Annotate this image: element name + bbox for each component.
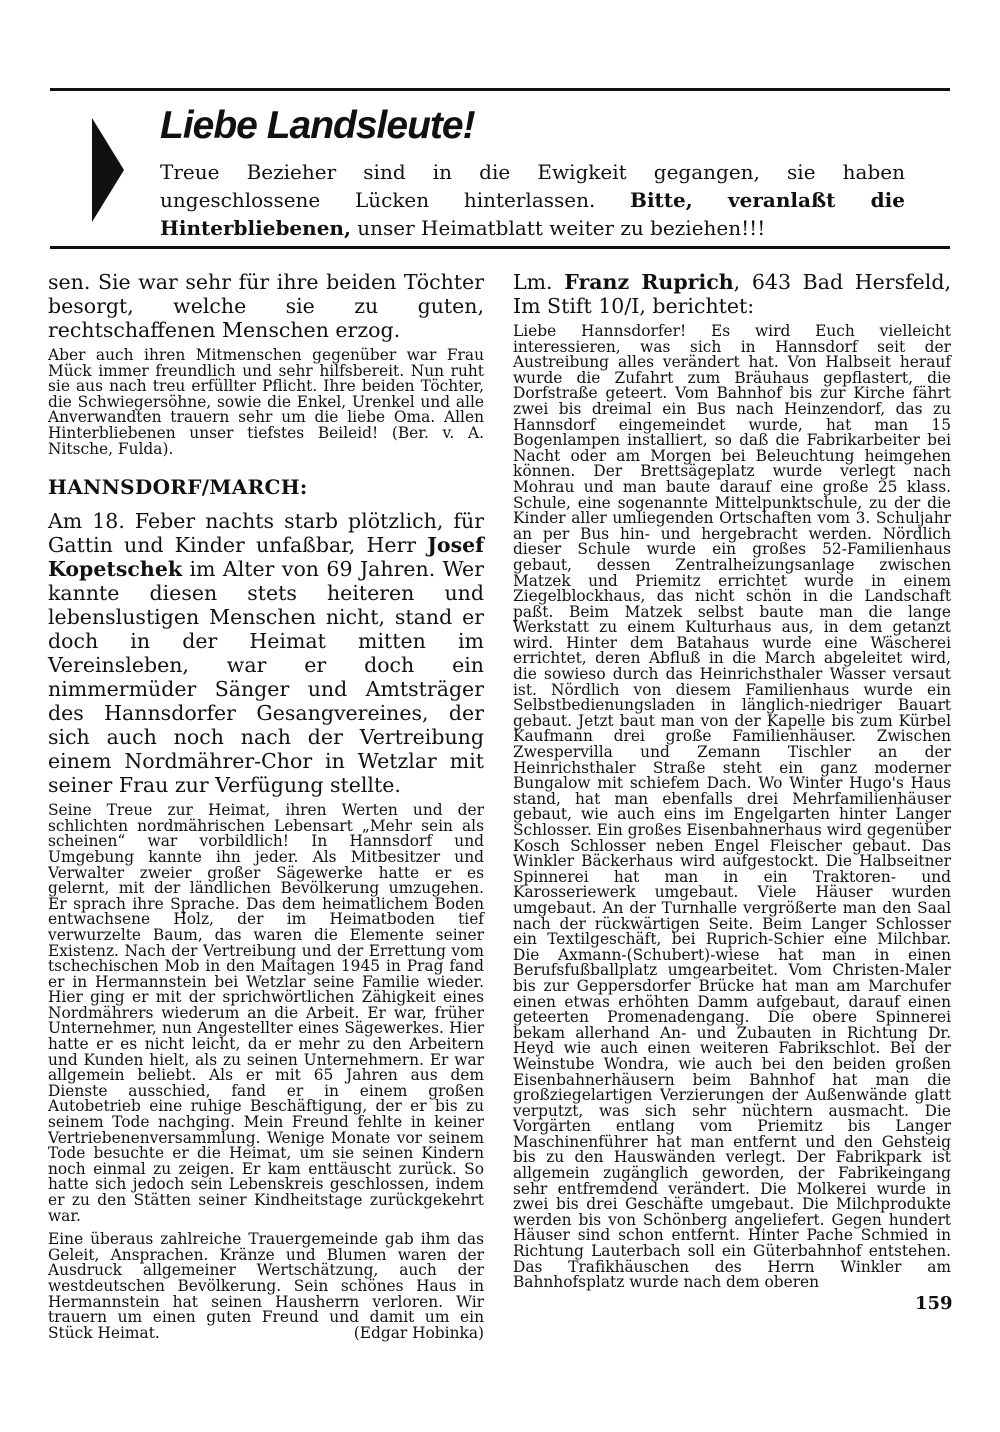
top-divider [50,88,950,91]
intro-small-paragraph: Aber auch ihren Mitmenschen gegenüber war Frau Mück immer freundlich und sehr hilfsbereit. Nun ruht sie aus nach treu erfüllter Pflicht. Ihre beiden Töchter, die Schwiegersöhne, sowie die Enkel, Urenkel und alle Anverwandten trauern sehr um die liebe Oma. Allen Hinterbliebenen unser tiefstes Beileid! (Ber. v. A. Nitsche, Fulda). [48,346,484,458]
left-column [48,270,484,1349]
intro-paragraph: sen. Sie war sehr für ihre beiden Töchter besorgt, welche sie zu guten, rechtschaffenen Menschen erzog. [48,270,484,342]
section-heading: HANNSDORF/MARCH: [48,475,308,500]
section-divider [50,246,950,249]
reporter-name: Franz Ruprich [564,270,734,294]
obituary-paragraph-2: Eine überaus zahlreiche Trauergemeinde gab ihm das Geleit, Ansprachen. Kränze und Blumen waren der Ausdruck allgemeiner Wertschätzung, auch der westdeutschen Bevölkerung. Sein schönes Haus in Hermannstein hat seinen Hausherrn verloren. Wir trauern um einen guten Freund und damit um ein Stück Heimat. (Edgar Hobinka) [48,1230,484,1342]
deceased-name: Josef Kopetschek [48,533,484,582]
banner-body: Treue Bezieher sind in die Ewigkeit gegangen, sie haben ungeschlossene Lücken hinterlassen. Bitte, veranlaßt die Hinterbliebenen, unser Heimatblatt weiter zu beziehen!!! [160,160,905,240]
report-lead: Lm. Franz Ruprich, 643 Bad Hersfeld, Im Stift 10/I, berichtet: [513,270,952,318]
banner-body-emphasis: Bitte, veranlaßt die Hinterbliebenen, [160,188,905,240]
report-body: Liebe Hannsdorfer! Es wird Euch vielleicht interessieren, was sich in Hannsdorf seit der Austreibung alles verändert hat. Von Halbseit herauf wurde die Zufahrt zum Bräuhaus gepflastert, die Dorfstraße geteert. Vom Bahnhof bis zur Kirche fährt zwei bis dreimal ein Bus nach Heinzendorf, das zu Hannsdorf eingemeindet wurde, hat man 15 Bogenlampen installiert, so daß die Fabrikarbeiter bei Nacht oder am Morgen bei Beleuchtung heimgehen können. Der Brettsägeplatz wurde verlegt nach Mohrau und man baute darauf eine große 25 klass. Schule, eine sogenannte Mittelpunktschule, zu der die Kinder aller umliegenden Ortschaften vom 3. Schuljahr an per Bus hin- und hergebracht werden. Nördlich dieser Schule wurde ein großes 52-Familienhaus gebaut, dessen Zentralheizungsanlage zwischen Matzek und Priemitz errichtet wurde in einem Ziegelblockhaus, das nicht schön in die Landschaft paßt. Beim Matzek selbst baute man die lange Werkstatt zu einem Kulturhaus aus, in dem getanzt wird. Hinter dem Batahaus wurde eine Wäscherei errichtet, deren Abfluß in die March abgeleitet wird, die sowieso durch das Heinrichsthaler Wasser versaut ist. Nördlich von diesem Familienhaus wurde ein Selbstbedienungsladen in länglich-niedriger Bauart gebaut. Jetzt baut man von der Kapelle bis zum Kürbel Kaufmann drei große Familienhäuser. Zwischen Zwespervilla und Zemann Tischler an der Heinrichsthaler Straße steht ein ganz moderner Bungalow mit schiefem Dach. Wo Winter Hugo's Haus stand, hat man ebenfalls drei Mehrfamilienhäuser gebaut, wie auch eins im Engelgarten hinter Langer Schlosser. Ein großes Eisenbahnerhaus wird gegenüber Kosch Schlosser neben Engel Fleischer gebaut. Das Winkler Bäckerhaus wird aufgestockt. Die Halbseitner Spinnerei hat man in ein Traktoren- und Karosseriewerk umgebaut. Viele Häuser wurden umgebaut. An der Turnhalle vergrößerte man den Saal nach der rückwärtigen Seite. Beim Langer Schlosser ein Textilgeschäft, bei Ruprich-Schier eine Milchbar. Die Axmann-(Schubert)-wiese hat man in einen Berufsfußballplatz umgearbeitet. Vom Christen-Maler bis zur Geppersdorfer Brücke hat man am Marchufer einen etwas erhöhten Damm aufgebaut, darauf einen geteerten Promenadengang. Die obere Spinnerei bekam allerhand An- und Zubauten in Richtung Dr. Heyd wie auch einen weiteren Fabrikschlot. Bei der Weinstube Wondra, wie auch bei den beiden großen Eisenbahnerhäusern beim Bahnhof hat man die großziegelartigen Verzierungen der Außenwände glatt verputzt, was sich sehr nüchtern ausmacht. Die Vorgärten entlang vom Priemitz bis Langer Maschinenführer hat man entfernt und den Gehsteig bis zu den Hauswänden verlegt. Der Fabrikpark ist allgemein zugänglich geworden, der Fabrikeingang sehr entfremdend verändert. Die Molkerei wurde in zwei bis drei Geschäfte umgebaut. Die Milchprodukte werden bis von Schönberg angeliefert. Gegen hundert Häuser sind schon entfernt. Hinter Pache Schmied in Richtung Lauterbach soll ein Güterbahnhof entstehen. Das Trafikhäuschen des Herrn Winkler am Bahnhofsplatz wurde nach dem oberen [513,322,951,1292]
right-column [513,270,951,1299]
obituary-paragraph-1: Seine Treue zur Heimat, ihren Werten und der schlichten nordmährischen Lebensart „Mehr sein als scheinen“ war vorbildlich! In Hannsdorf und Umgebung kannte ihn jeder. Als Mitbesitzer und Verwalter zweier großer Sägewerke hatte er es gelernt, mit der ländlichen Bevölkerung umzugehen. Er sprach ihre Sprache. Das dem heimatlichem Boden entwachsene Holz, der im Heimatboden tief verwurzelte Baum, das waren die Elemente seiner Existenz. Nach der Vertreibung und der Errettung vom tschechischen Mob in den Maitagen 1945 in Prag fand er in Hermannstein bei Wetzlar seine Familie wieder. Hier ging er mit der sprichwörtlichen Zähigkeit eines Nordmährers wiederum an die Arbeit. Er war, früher Unternehmer, nun Angestellter eines Sägewerkes. Hier hatte er es nicht leicht, da er mehr zu den Arbeitern und Kunden hielt, als zu seinen Unternehmern. Er war allgemein beliebt. Als er mit 65 Jahren aus dem Dienste ausschied, fand er in einem großen Autobetrieb eine ruhige Beschäftigung, der er bis zu seinem Tode nachging. Mein Freund fehlte in keiner Vertriebenenversammlung. Wenige Monate vor seinem Tode besuchte er die Heimat, um sie seinen Kindern noch einmal zu zeigen. Er kam enttäuscht zurück. So hatte sich jedoch sein Lebenskreis geschlossen, indem er zu den Stätten seiner Kindheitstage zurückgekehrt war. [48,801,484,1225]
page-number: 159 [915,1293,953,1314]
play-triangle-icon [92,118,124,222]
author-signature: (Edgar Hobinka) [353,1323,484,1342]
banner-heading: Liebe Landsleute! [160,104,475,147]
obituary-lead: Am 18. Feber nachts starb plötzlich, für Gattin und Kinder unfaßbar, Herr Josef Kopetschek im Alter von 69 Jahren. Wer kannte diesen stets heiteren und lebenslustigen Menschen nicht, stand er doch in der Heimat mitten im Vereinsleben, war er doch ein nimmermüder Sänger und Amtsträger des Hannsdorfer Gesangvereines, der sich auch noch nach der Vertreibung einem Nordmährer-Chor in Wetzlar mit seiner Frau zur Verfügung stellte. [48,509,484,798]
